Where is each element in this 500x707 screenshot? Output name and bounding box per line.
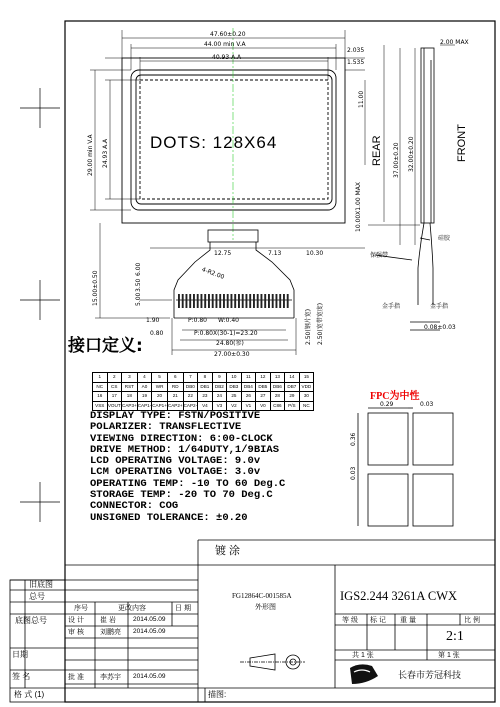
dim-12-75: 12.75 xyxy=(214,250,232,257)
pin-name-cell: CAP1- xyxy=(137,401,152,411)
fpc-finger xyxy=(204,294,206,308)
fpc-finger xyxy=(182,294,184,308)
fpc-finger xyxy=(234,294,236,308)
scale-header: 比 例 xyxy=(464,617,480,624)
spec-polarizer: POLARIZER: TRANSFLECTIVE xyxy=(90,421,242,434)
pin-name-cell: VOUT xyxy=(107,401,122,411)
dim-0-80: 0.80 xyxy=(150,330,164,337)
fpc-finger xyxy=(272,294,274,308)
sign-label: 签 名 xyxy=(12,672,31,681)
spec-drive-method: DRIVE METHOD: 1/64DUTY,1/9BIAS xyxy=(90,443,280,456)
dim-10-30: 10.30 xyxy=(306,250,324,257)
scale-value: 2:1 xyxy=(446,629,464,644)
pin-number-cell: 24 xyxy=(212,392,227,402)
fpc-fingers xyxy=(178,294,289,308)
dim-fpc-5: 5.00 xyxy=(135,292,142,306)
fpc-finger xyxy=(197,294,199,308)
review-label: 审 核 xyxy=(68,629,84,636)
seq-label: 序号 xyxy=(74,605,88,612)
side-profile xyxy=(375,48,440,330)
approver-name: 李苏宇 xyxy=(100,674,121,681)
fpc-note: FPC为中性 xyxy=(370,391,420,402)
copy-label: 描图: xyxy=(208,690,227,699)
approve-date: 2014.05.09 xyxy=(133,673,166,680)
pin-name-cell: V0 xyxy=(256,401,271,411)
pin-name-cell: WR xyxy=(152,382,168,392)
fpc-finger xyxy=(257,294,259,308)
spec-lcd-voltage: LCD OPERATING VOLTAGE: 9.0v xyxy=(90,455,261,468)
spec-operating-temp: OPERATING TEMP: -10 TO 60 Deg.C xyxy=(90,477,286,490)
design-date: 2014.05.09 xyxy=(133,616,166,623)
dim-view-area-height: 29.00 min V.A xyxy=(87,134,94,176)
pad-dim-height: 0.36 xyxy=(350,432,357,446)
dim-37: 37.00±0.20 xyxy=(393,142,400,178)
total-no-label: 总号 xyxy=(29,592,45,601)
fpc-finger xyxy=(223,294,225,308)
dim-fpc-6: 6.00 xyxy=(135,262,142,276)
pin-name-cell: V3 xyxy=(212,401,227,411)
design-label: 设 计 xyxy=(68,617,84,624)
fpc-finger xyxy=(238,294,240,308)
pin-number-cell: 30 xyxy=(299,392,314,402)
drawing-number: IGS2.244 3261A CWX xyxy=(340,589,458,603)
pin-name-cell: V2 xyxy=(227,401,242,411)
fpc-finger xyxy=(279,294,281,308)
dim-radius: 4-R2.00 xyxy=(200,266,226,281)
pin-number-cell: 2 xyxy=(107,373,122,383)
reviewer-name: 刘鹏亮 xyxy=(100,629,121,636)
pin-number-cell: 14 xyxy=(285,373,300,383)
pin-name-cell: DB2 xyxy=(212,382,227,392)
pin-number-cell: 17 xyxy=(107,392,122,402)
callout-silicone: 硅胶 xyxy=(438,235,451,242)
spec-tolerance: UNSIGNED TOLERANCE: ±0.20 xyxy=(90,511,248,524)
dim-top-offset-2: 1.535 xyxy=(347,59,365,66)
pin-number-cell: 15 xyxy=(299,373,314,383)
pin-name-cell: CS xyxy=(107,382,122,392)
pin-number-cell: 16 xyxy=(93,392,108,402)
pad-detail xyxy=(358,408,453,526)
fpc-finger xyxy=(276,294,278,308)
approve-label: 批 准 xyxy=(68,674,84,681)
fpc-finger xyxy=(227,294,229,308)
pin-name-cell: C86 xyxy=(270,401,285,411)
fpc-finger xyxy=(231,294,233,308)
dim-thickness-max: 10.00X1.00 MAX xyxy=(355,182,362,232)
fpc-finger xyxy=(178,294,180,308)
fpc-finger xyxy=(193,294,195,308)
pin-table-row xyxy=(93,392,314,402)
fpc-finger xyxy=(208,294,210,308)
pin-number-cell: 5 xyxy=(152,373,168,383)
front-label: FRONT xyxy=(456,124,468,162)
pin-name-cell: DB0 xyxy=(183,382,198,392)
pin-number-cell: 1 xyxy=(93,373,108,383)
dim-24-80: 24.80(参) xyxy=(216,340,244,347)
pin-number-cell: 8 xyxy=(198,373,213,383)
pin-name-cell: RST xyxy=(122,382,138,392)
dim-1-90: 1.90 xyxy=(146,317,160,324)
dim-overall-width: 47.60±0.20 xyxy=(210,31,246,38)
date-label: 日期 xyxy=(12,650,28,659)
pin-name-cell: CAP2- xyxy=(183,401,198,411)
pin-number-cell: 4 xyxy=(137,373,152,383)
pin-name-cell: CAP1+ xyxy=(152,401,168,411)
fpc-finger xyxy=(283,294,285,308)
pin-table-row xyxy=(93,373,314,383)
sheet-number: 第 1 张 xyxy=(438,652,460,659)
pin-number-cell: 26 xyxy=(241,392,256,402)
dim-11: 11.00 xyxy=(358,90,365,108)
pin-number-cell: 10 xyxy=(227,373,242,383)
pin-name-cell: DB3 xyxy=(227,382,242,392)
fpc-finger xyxy=(212,294,214,308)
pad-dim-gap: 0.03 xyxy=(420,401,434,408)
pin-number-cell: 7 xyxy=(183,373,198,383)
fpc-finger xyxy=(216,294,218,308)
dim-pitch-total: P:0.80X(30-1)=23.20 xyxy=(194,330,258,337)
dim-active-area-height: 24.93 A.A xyxy=(102,138,109,168)
weight-label: 重 量 xyxy=(400,617,416,624)
fpc-finger xyxy=(261,294,263,308)
dim-fpc-3p5: 3.50 xyxy=(135,278,142,292)
rear-label: REAR xyxy=(371,135,383,166)
base-drawing-label: 底图总号 xyxy=(15,616,47,625)
pin-number-cell: 19 xyxy=(137,392,152,402)
pad-dim-vgap: 0.03 xyxy=(350,466,357,480)
pin-number-cell: 28 xyxy=(270,392,285,402)
fpc-finger xyxy=(253,294,255,308)
dim-steel-width: 2.50(钢片宽) xyxy=(305,308,312,345)
dim-pitch: P:0.80 xyxy=(188,317,207,324)
format-label: 格 式 (1) xyxy=(14,690,45,699)
pin-number-cell: 21 xyxy=(167,392,183,402)
spec-display-type: DISPLAY TYPE: FSTN/POSITIVE xyxy=(90,410,261,422)
dim-active-area-width: 40.93 A.A xyxy=(212,54,242,61)
pin-name-cell: CAP3+ xyxy=(122,401,138,411)
pin-number-cell: 6 xyxy=(167,373,183,383)
fpc-finger xyxy=(242,294,244,308)
spec-list xyxy=(90,410,285,523)
dim-32: 32.00±0.20 xyxy=(408,136,415,172)
change-label: 更改内容 xyxy=(118,605,146,612)
spec-viewing-direction: VIEWING DIRECTION: 6:00-CLOCK xyxy=(90,432,273,445)
pin-name-cell: V1 xyxy=(241,401,256,411)
fpc-finger xyxy=(249,294,251,308)
pin-number-cell: 3 xyxy=(122,373,138,383)
company-name: 长春市芳冠科技 xyxy=(398,670,462,680)
fpc-finger xyxy=(246,294,248,308)
fpc-finger xyxy=(268,294,270,308)
old-drawing-label: 旧底图 xyxy=(29,580,53,589)
dim-tape-width: 2.50(宽带宽度) xyxy=(317,302,324,345)
pin-name-cell: NC xyxy=(93,382,108,392)
pin-number-cell: 22 xyxy=(183,392,198,402)
pin-table-row xyxy=(93,382,314,392)
dim-width: W:0.40 xyxy=(218,317,239,324)
grade-label: 等 级 xyxy=(342,617,358,624)
pad-dim-width: 0.29 xyxy=(380,401,394,408)
pin-number-cell: 20 xyxy=(152,392,168,402)
pin-name-cell: DB5 xyxy=(256,382,271,392)
plating-label: 镀 涂 xyxy=(215,545,241,557)
pin-name-cell: CAP2+ xyxy=(167,401,183,411)
spec-connector: CONNECTOR: COG xyxy=(90,500,179,513)
pin-table xyxy=(92,372,314,411)
pin-name-cell: A0 xyxy=(137,382,152,392)
mark-label: 标 记 xyxy=(370,617,386,624)
dim-fpc-length: 15.00±0.50 xyxy=(92,270,99,306)
fpc-finger xyxy=(264,294,266,308)
callout-gold-finger-left: 金手指 xyxy=(382,303,401,310)
sheet-count: 共 1 张 xyxy=(352,652,374,659)
interface-title: 接口定义: xyxy=(68,336,143,356)
designer-name: 崔 岩 xyxy=(100,617,116,624)
fpc-finger xyxy=(287,294,289,308)
pin-name-cell: RD xyxy=(167,382,183,392)
pin-name-cell: DB6 xyxy=(270,382,285,392)
pin-number-cell: 25 xyxy=(227,392,242,402)
pin-number-cell: 29 xyxy=(285,392,300,402)
pin-number-cell: 9 xyxy=(212,373,227,383)
spec-lcm-voltage: LCM OPERATING VOLTAGE: 3.0v xyxy=(90,466,261,479)
pin-name-cell: DB1 xyxy=(198,382,213,392)
dim-max-thickness: 2.00 MAX xyxy=(440,39,469,46)
pin-name-cell: P/S xyxy=(285,401,300,411)
dim-27: 27.00±0.30 xyxy=(214,351,250,358)
pin-number-cell: 18 xyxy=(122,392,138,402)
spec-storage-temp: STORAGE TEMP: -20 TO 70 Deg.C xyxy=(90,489,273,502)
fpc-finger xyxy=(186,294,188,308)
dim-view-area-width: 44.00 min V.A xyxy=(204,41,246,48)
company-logo-icon xyxy=(350,664,378,684)
pin-number-cell: 11 xyxy=(241,373,256,383)
fpc-finger xyxy=(189,294,191,308)
dim-7-13: 7.13 xyxy=(268,250,282,257)
pin-name-cell: VSS xyxy=(93,401,108,411)
projection-symbol-icon xyxy=(240,654,305,670)
pin-name-cell: VDD xyxy=(299,382,314,392)
pin-number-cell: 12 xyxy=(256,373,271,383)
callout-gold-finger-right: 金手指 xyxy=(430,303,449,310)
part-description: 外形图 xyxy=(255,604,276,611)
part-number: FG12864C-001585A xyxy=(232,592,292,600)
pin-number-cell: 27 xyxy=(256,392,271,402)
date-col-label: 日 期 xyxy=(175,605,191,612)
pin-name-cell: V4 xyxy=(198,401,213,411)
pin-name-cell: NC xyxy=(299,401,314,411)
fpc-finger xyxy=(201,294,203,308)
dim-finger-thickness: 0.08±0.03 xyxy=(424,324,456,331)
pin-name-cell: DB7 xyxy=(285,382,300,392)
callout-tape: 保强带 xyxy=(370,252,389,259)
fpc-finger xyxy=(219,294,221,308)
pin-number-cell: 13 xyxy=(270,373,285,383)
registration-marks xyxy=(20,88,60,522)
pin-name-cell: DB4 xyxy=(241,382,256,392)
dots-label: DOTS: 128X64 xyxy=(150,133,278,152)
pin-number-cell: 23 xyxy=(198,392,213,402)
dim-top-offset-1: 2.035 xyxy=(347,47,365,54)
review-date: 2014.05.09 xyxy=(133,628,166,635)
